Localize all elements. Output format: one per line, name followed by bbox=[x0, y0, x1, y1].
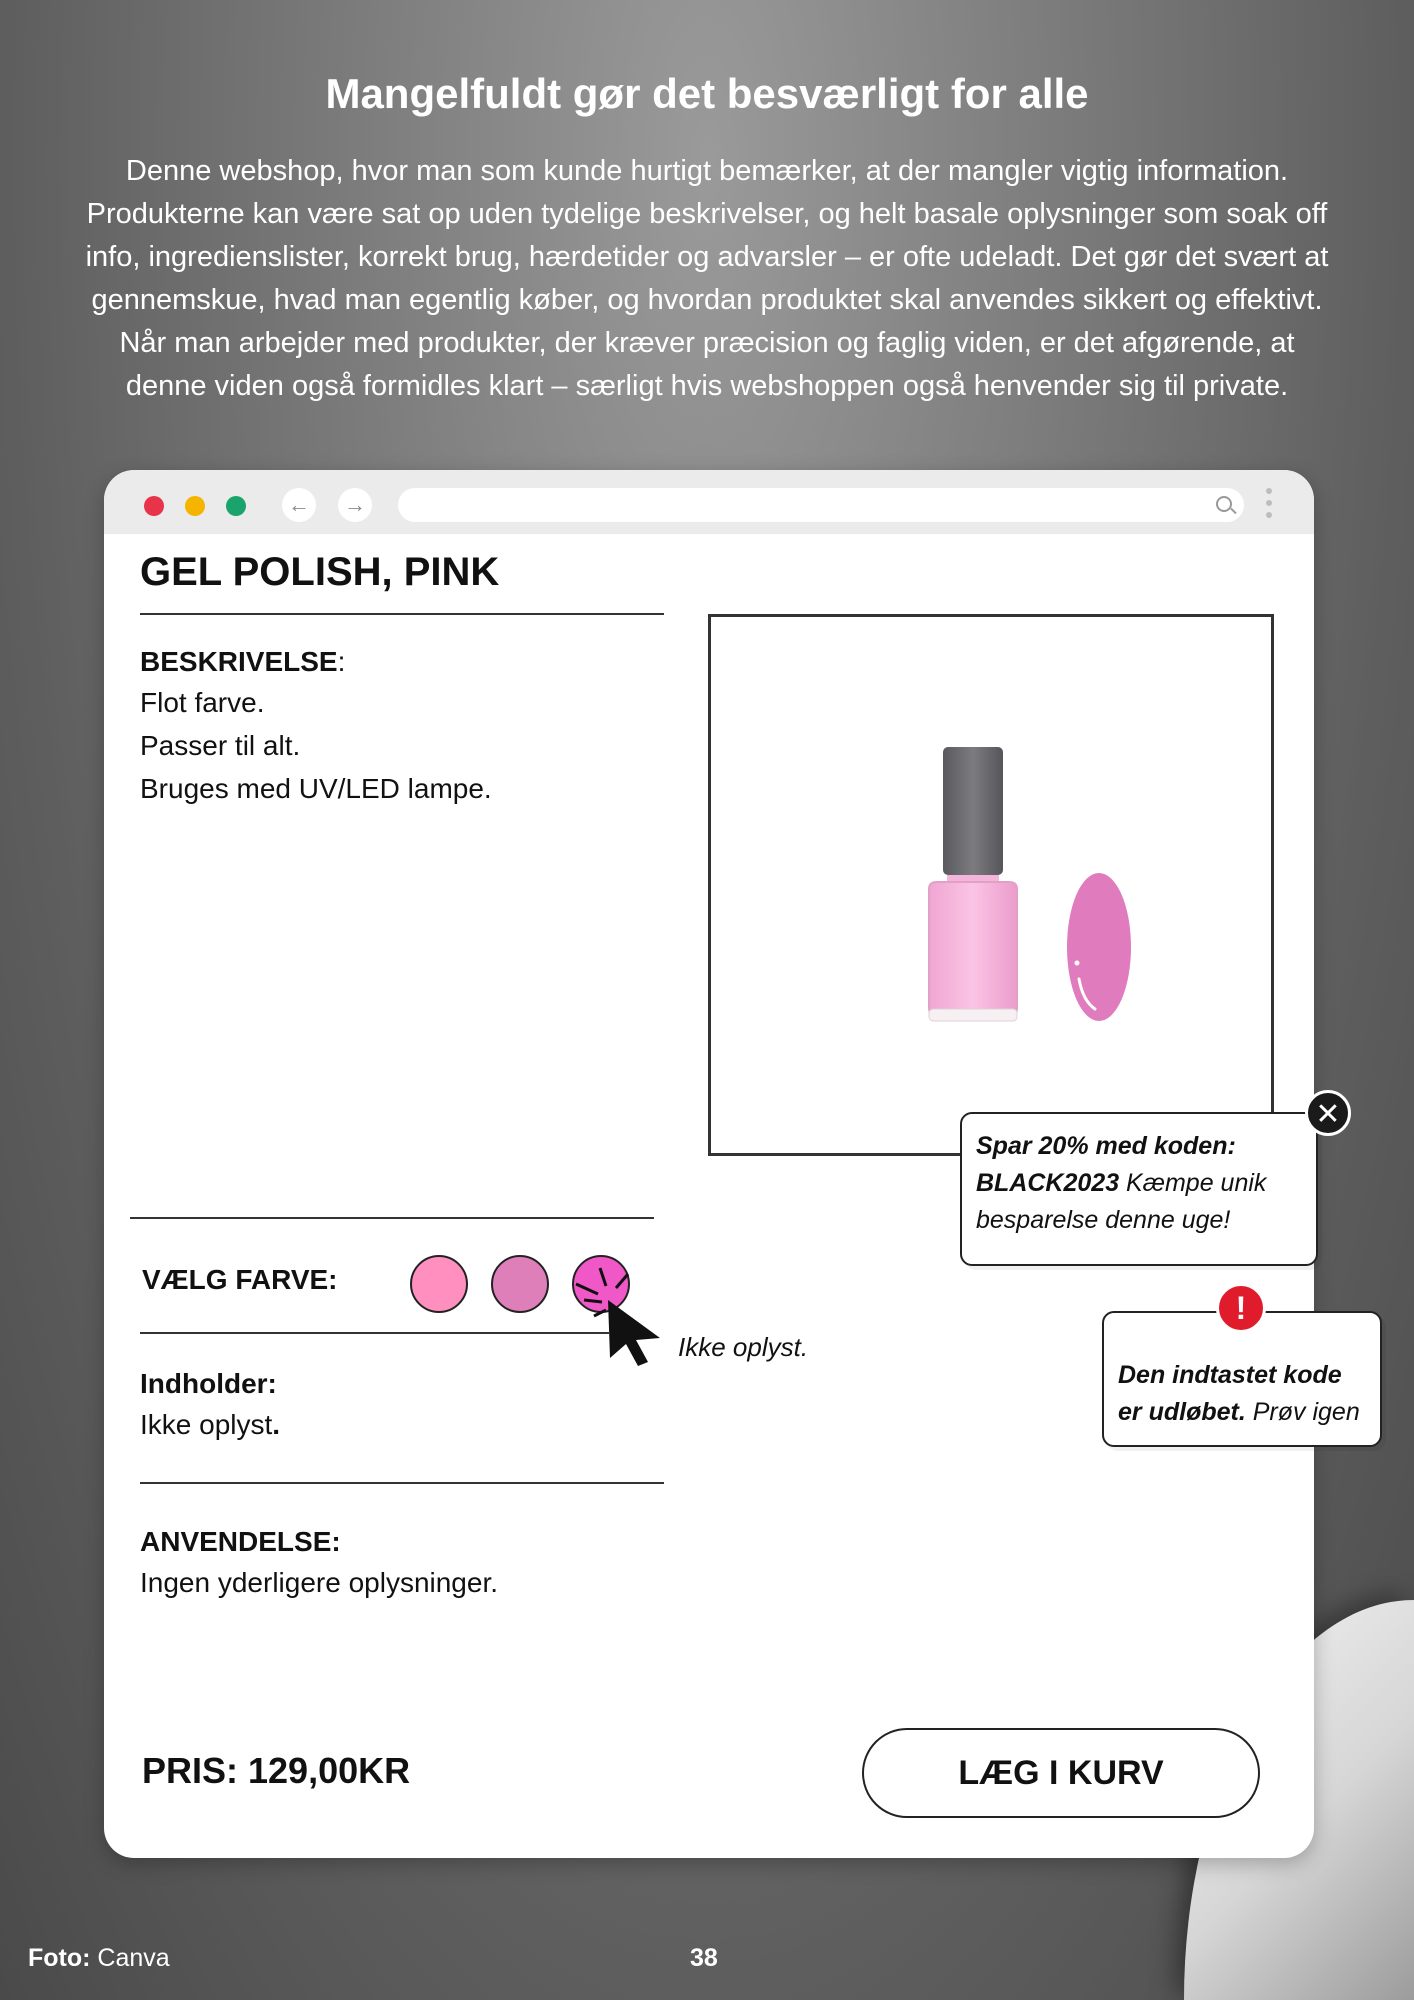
price-label: PRIS: 129,00KR bbox=[142, 1750, 411, 1791]
divider bbox=[140, 613, 664, 615]
color-swatch-light-pink[interactable] bbox=[410, 1255, 468, 1313]
usage-label: ANVENDELSE: bbox=[140, 1526, 341, 1557]
page-number: 38 bbox=[690, 1944, 718, 1972]
error-bold: Den indtastet kode er udløbet. bbox=[1118, 1361, 1342, 1426]
promo-code[interactable]: BLACK2023 bbox=[976, 1169, 1120, 1197]
page-headline: Mangelfuldt gør det besværligt for alle bbox=[325, 70, 1089, 117]
error-text: Prøv igen bbox=[1245, 1398, 1360, 1426]
alert-icon: ! bbox=[1216, 1283, 1266, 1333]
cursor-click-icon bbox=[570, 1260, 680, 1370]
window-maximize-dot[interactable] bbox=[226, 496, 246, 516]
window-close-dot[interactable] bbox=[144, 496, 164, 516]
description-line-2: Passer til alt. bbox=[140, 730, 301, 761]
window-minimize-dot[interactable] bbox=[185, 496, 205, 516]
divider bbox=[130, 1217, 654, 1219]
intro-paragraph: Denne webshop, hvor man som kunde hurtigt bemærker, at der mangler vigtig information. Produkterne kan være sat op uden tydelige beskrivelser, og helt basale oplysninger som soak off info, ingredienslister, korrekt brug, hærdetider og advarsler – er ofte udeladt. Det gør det svært at gennemskue, hvad man egentlig køber, og hvordan produktet skal anvendes sikkert og effektivt. Når man arbejder med produkter, der kræver præcision og faglig viden, er det afgørende, at denne viden også formidles klart – særligt hvis webshoppen også henvender sig til private. bbox=[85, 155, 1329, 402]
divider bbox=[140, 1482, 664, 1484]
usage-value: Ingen yderligere oplysninger. bbox=[140, 1567, 499, 1598]
address-bar[interactable] bbox=[398, 488, 1244, 522]
photo-credit: Foto: Canva bbox=[28, 1944, 170, 1972]
search-icon[interactable] bbox=[1216, 496, 1232, 512]
arrow-left-icon[interactable]: ← bbox=[282, 488, 316, 522]
contains-label: Indholder: bbox=[140, 1368, 277, 1399]
color-label: VÆLG FARVE: bbox=[142, 1264, 338, 1295]
product-image bbox=[708, 614, 1274, 1156]
product-title: GEL POLISH, PINK bbox=[140, 550, 500, 594]
description-label: BESKRIVELSE: bbox=[140, 646, 346, 677]
description-line-3: Bruges med UV/LED lampe. bbox=[140, 773, 492, 804]
close-icon[interactable]: ✕ bbox=[1305, 1090, 1351, 1136]
promo-bold-line: Spar 20% med koden: bbox=[976, 1132, 1236, 1160]
contains-value: Ikke oplyst. bbox=[140, 1409, 281, 1440]
nail-polish-bottle-icon bbox=[711, 617, 1271, 1153]
add-to-cart-button[interactable]: LÆG I KURV bbox=[862, 1728, 1260, 1818]
promo-popup bbox=[960, 1112, 1318, 1266]
kebab-menu-icon[interactable] bbox=[1266, 488, 1274, 528]
description-line-1: Flot farve. bbox=[140, 687, 265, 718]
color-swatch-mauve[interactable] bbox=[491, 1255, 549, 1313]
browser-toolbar bbox=[104, 470, 1314, 534]
color-annotation: Ikke oplyst. bbox=[678, 1332, 809, 1362]
arrow-right-icon[interactable]: → bbox=[338, 488, 372, 522]
divider bbox=[140, 1332, 610, 1334]
promo-text: Kæmpe unik besparelse denne uge! bbox=[976, 1169, 1267, 1234]
